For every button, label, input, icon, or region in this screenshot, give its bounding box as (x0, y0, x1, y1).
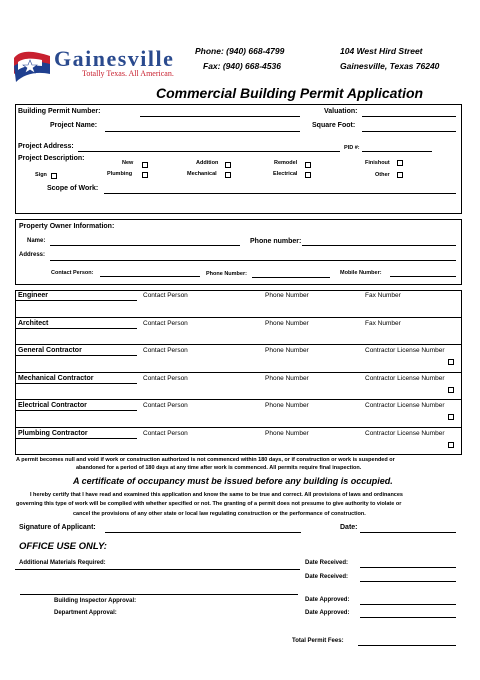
square-foot-field[interactable] (362, 131, 456, 132)
header-fax: Fax: (940) 668-4536 (203, 61, 281, 71)
option-finishout-checkbox[interactable] (397, 160, 403, 166)
contractor-extra-field[interactable]: Contractor License Number (365, 402, 445, 409)
pid-label: PID #: (344, 145, 360, 151)
contractor-extra-field[interactable]: Contractor License Number (365, 429, 445, 437)
option-mechanical-checkbox[interactable] (225, 172, 231, 178)
inspector-approval-field[interactable] (20, 594, 298, 595)
header-address-line1: 104 West Hird Street (340, 46, 423, 56)
scope-field[interactable] (104, 193, 456, 194)
project-name-label: Project Name: (50, 122, 98, 129)
additional-materials-label: Additional Materials Required: (19, 560, 106, 566)
option-sign-checkbox[interactable] (51, 173, 57, 179)
square-foot-label: Square Foot: (312, 122, 356, 129)
header-phone: Phone: (940) 668-4799 (195, 46, 285, 56)
owner-phone-number-label: Phone Number: (206, 271, 247, 277)
contractor-contact-person[interactable]: Contact Person (143, 319, 188, 327)
contractor-name: Engineer (18, 292, 48, 299)
option-electrical-label: Electrical (273, 171, 298, 177)
contractor-contact-person[interactable]: Contact Person (143, 347, 188, 354)
option-finishout-label: Finishout (365, 160, 390, 166)
signature-date-label: Date: (340, 524, 358, 531)
date-approved-1-field[interactable] (360, 604, 456, 605)
project-description-label: Project Description: (18, 155, 85, 162)
contractor-extra-field[interactable]: Fax Number (365, 319, 401, 327)
permit-number-field[interactable] (140, 116, 300, 117)
table-row-divider (15, 344, 462, 345)
project-address-field[interactable] (78, 151, 340, 152)
owner-contact-label: Contact Person: (51, 270, 94, 276)
logo-tagline: Totally Texas. All American. (82, 69, 174, 78)
contractor-extra-field[interactable]: Contractor License Number (365, 374, 445, 382)
department-approval-label: Department Approval: (54, 610, 117, 616)
logo (10, 44, 190, 86)
date-approved-2-field[interactable] (360, 617, 456, 618)
owner-name-label: Name: (27, 238, 46, 244)
option-sign-label: Sign (35, 172, 47, 178)
owner-contact-field[interactable] (100, 276, 200, 277)
date-received-1-field[interactable] (360, 567, 456, 568)
void-notice-line2: abandoned for a period of 180 days at any time after work is commenced. All permits require final inspection. (76, 465, 362, 471)
date-received-1-label: Date Received: (305, 560, 349, 566)
option-addition-label: Addition (196, 160, 219, 166)
contractor-license-checkbox[interactable] (448, 387, 454, 393)
option-other-checkbox[interactable] (397, 172, 403, 178)
contractor-extra-field[interactable]: Contractor License Number (365, 347, 445, 354)
owner-address-label: Address: (19, 252, 46, 258)
contractor-name-underline (15, 410, 137, 411)
contractor-name: Mechanical Contractor (18, 374, 94, 382)
contractor-phone-number[interactable]: Phone Number (265, 429, 309, 437)
owner-phone-label: Phone number: (250, 238, 302, 245)
option-mechanical-label: Mechanical (187, 171, 217, 177)
contractor-license-checkbox[interactable] (448, 359, 454, 365)
total-fees-field[interactable] (358, 645, 456, 646)
contractor-phone-number[interactable]: Phone Number (265, 292, 309, 299)
contractor-contact-person[interactable]: Contact Person (143, 374, 188, 382)
project-address-label: Project Address: (18, 143, 74, 150)
office-heading: OFFICE USE ONLY: (19, 541, 107, 552)
applicant-signature-field[interactable] (105, 532, 301, 533)
page-title: Commercial Building Permit Application (156, 85, 424, 101)
table-row-divider (15, 427, 462, 428)
additional-materials-field[interactable] (15, 569, 300, 570)
date-received-2-label: Date Received: (305, 574, 349, 580)
contractor-name-underline (15, 328, 137, 329)
permit-number-label: Building Permit Number: (18, 108, 101, 115)
contractor-contact-person[interactable]: Contact Person (143, 429, 188, 437)
contractor-name-underline (15, 355, 137, 356)
scope-label: Scope of Work: (47, 185, 99, 192)
owner-phone-field[interactable] (302, 245, 456, 246)
certify-line3: cancel the provisions of any other state or local law regulating construction or the performance of construction. (73, 511, 366, 517)
owner-phone-number-field[interactable] (252, 277, 330, 278)
owner-mobile-field[interactable] (390, 276, 456, 277)
option-remodel-label: Remodel (274, 160, 298, 166)
texas-flag-icon (10, 44, 54, 84)
header-address-line2: Gainesville, Texas 76240 (340, 61, 440, 71)
total-fees-label: Total Permit Fees: (292, 638, 344, 644)
logo-name: Gainesville (54, 46, 175, 71)
contractor-name: General Contractor (18, 347, 82, 354)
option-remodel-checkbox[interactable] (305, 162, 311, 168)
table-row-divider (15, 399, 462, 400)
certificate-notice: A certificate of occupancy must be issued before any building is occupied. (73, 476, 393, 486)
owner-heading: Property Owner Information: (19, 223, 115, 230)
certify-line2: governing this type of work will be complied with whether specified or not. The granting of a permit does not presume to give authority to violate or (16, 501, 402, 507)
project-name-field[interactable] (105, 131, 300, 132)
owner-mobile-label: Mobile Number: (340, 270, 382, 276)
certify-line1: I hereby certify that I have read and examined this application and know the same to be true and correct. All provisions of laws and ordinances (30, 492, 403, 498)
contractor-name: Plumbing Contractor (18, 429, 88, 437)
contractor-name: Electrical Contractor (18, 402, 87, 409)
option-other-label: Other (375, 172, 390, 178)
option-new-label: New (122, 160, 134, 166)
inspector-approval-label: Building Inspector Approval: (54, 598, 137, 604)
contractor-name: Architect (18, 319, 49, 327)
table-row-divider (15, 317, 462, 318)
contractor-license-checkbox[interactable] (448, 414, 454, 420)
date-approved-2-label: Date Approved: (305, 610, 350, 616)
option-new-checkbox[interactable] (142, 162, 148, 168)
contractor-contact-person[interactable]: Contact Person (143, 292, 188, 299)
contractor-contact-person[interactable]: Contact Person (143, 402, 188, 409)
contractor-name-underline (15, 383, 137, 384)
option-addition-checkbox[interactable] (225, 162, 231, 168)
contractor-phone-number[interactable]: Phone Number (265, 347, 309, 354)
valuation-field[interactable] (362, 116, 456, 117)
contractor-name-underline (15, 438, 137, 439)
void-notice-line1: A permit becomes null and void if work or construction authorized is not commenced within 180 days, or if construction or work is suspended or (16, 457, 395, 463)
contractor-license-checkbox[interactable] (448, 442, 454, 448)
table-row-divider (15, 372, 462, 373)
date-approved-1-label: Date Approved: (305, 597, 350, 603)
contractor-extra-field[interactable]: Fax Number (365, 292, 401, 299)
signature-date-field[interactable] (360, 532, 456, 533)
pid-field[interactable] (362, 151, 432, 152)
contractor-name-underline (15, 300, 137, 301)
contractor-phone-number[interactable]: Phone Number (265, 319, 309, 327)
contractor-phone-number[interactable]: Phone Number (265, 374, 309, 382)
contractor-phone-number[interactable]: Phone Number (265, 402, 309, 409)
date-received-2-field[interactable] (360, 581, 456, 582)
owner-name-field[interactable] (50, 245, 240, 246)
valuation-label: Valuation: (324, 108, 358, 115)
option-plumbing-label: Plumbing (107, 171, 133, 177)
option-electrical-checkbox[interactable] (305, 172, 311, 178)
option-plumbing-checkbox[interactable] (142, 172, 148, 178)
owner-address-field[interactable] (50, 260, 456, 261)
applicant-signature-label: Signature of Applicant: (19, 524, 96, 531)
